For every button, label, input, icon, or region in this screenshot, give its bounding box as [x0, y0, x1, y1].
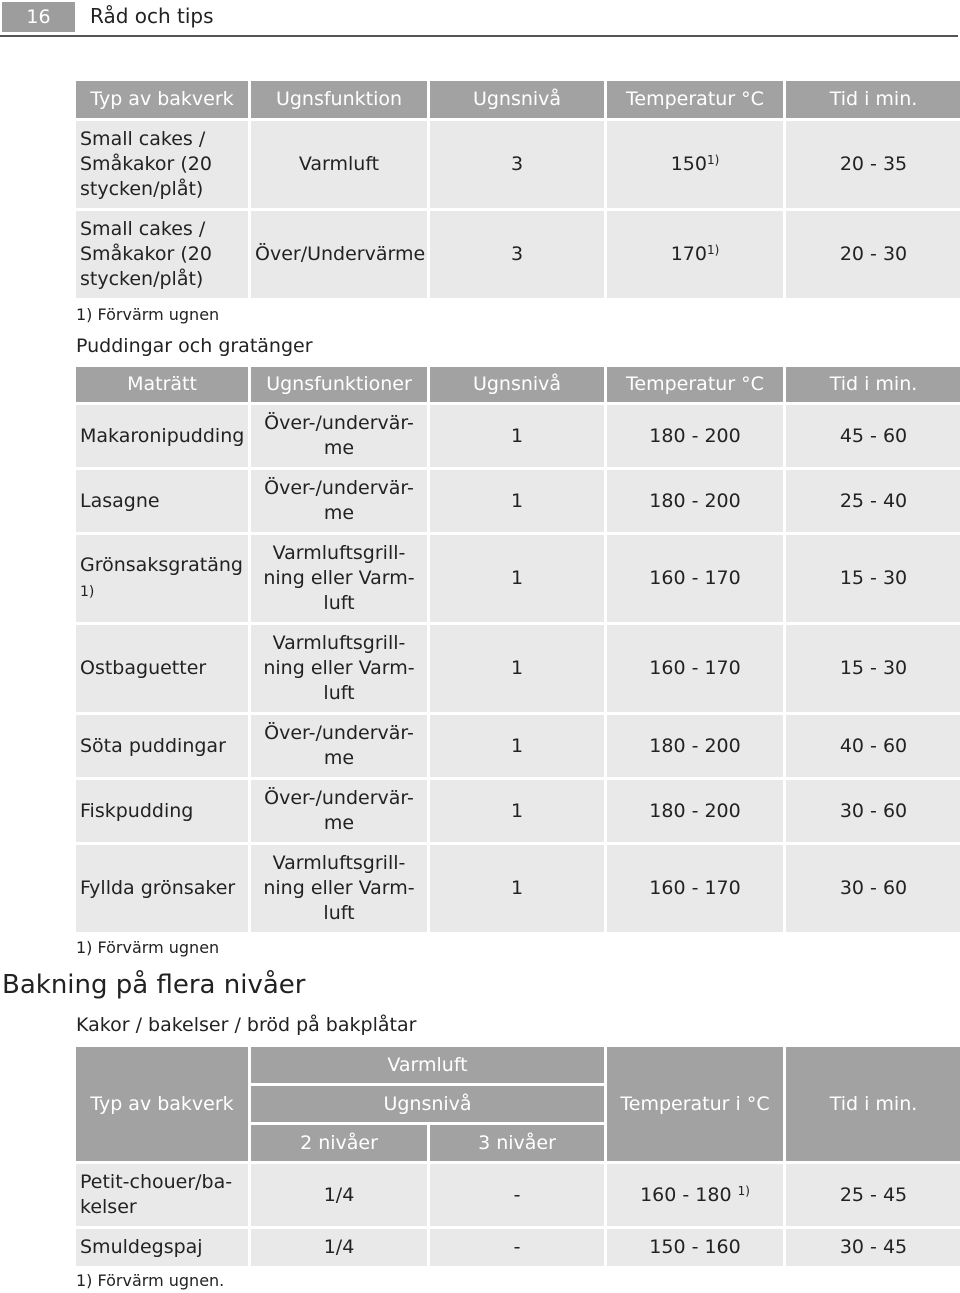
level-2-cell: 1/4: [251, 1164, 427, 1226]
table-row: [76, 405, 960, 467]
temperature-cell: 180 - 200: [607, 470, 783, 532]
temperature-cell: 180 - 200: [607, 715, 783, 777]
column-header: Tid i min.: [786, 1047, 960, 1161]
footnote: 1) Förvärm ugnen.: [76, 1271, 225, 1290]
table-header-row: [76, 1047, 960, 1083]
baking-table: [73, 78, 960, 301]
oven-function-cell: Över/Undervärme: [251, 211, 427, 298]
time-cell: 30 - 60: [786, 780, 960, 842]
table-header-row: [76, 81, 960, 118]
baked-goods-cell: Small cakes / Småkakor (20 stycken/plåt): [76, 211, 248, 298]
column-header: Varmluft: [251, 1047, 604, 1083]
dish-cell: [76, 715, 248, 777]
column-header: Temperatur i °C: [607, 1047, 783, 1161]
temperature-cell: [607, 211, 783, 298]
subheading: Kakor / bakelser / bröd på bakplåtar: [76, 1014, 417, 1036]
dish-cell: [76, 470, 248, 532]
table-header-row: [76, 367, 960, 402]
level-3-cell: -: [430, 1229, 604, 1266]
level-cell: 1: [430, 405, 604, 467]
level-cell: 1: [430, 715, 604, 777]
temperature-value: 170: [670, 243, 707, 265]
dish-cell: [76, 535, 248, 622]
table-row: [76, 1164, 960, 1226]
table-row: [76, 625, 960, 712]
time-cell: 15 - 30: [786, 625, 960, 712]
temperature-cell: [607, 1164, 783, 1226]
temperature-value: 150: [670, 153, 707, 175]
time-cell: 30 - 45: [786, 1229, 960, 1266]
temperature-cell: 150 - 160: [607, 1229, 783, 1266]
dish-cell: [76, 780, 248, 842]
column-header: Maträtt: [76, 367, 248, 402]
oven-function-cell: Varmluft: [251, 121, 427, 208]
multi-level-table: [73, 1044, 960, 1269]
dish-cell: [76, 845, 248, 932]
time-cell: 30 - 60: [786, 845, 960, 932]
baked-goods-cell: Petit-chouer/ba-kelser: [76, 1164, 248, 1226]
oven-function-cell: Varmluftsgrill-ning eller Varm-luft: [251, 845, 427, 932]
dish-name: Grönsaksgratäng: [80, 553, 243, 576]
dish-name: Söta puddingar: [80, 734, 226, 757]
level-cell: 3: [430, 211, 604, 298]
temperature-value: 160 - 180: [640, 1183, 732, 1206]
level-2-cell: 1/4: [251, 1229, 427, 1266]
level-cell: 1: [430, 625, 604, 712]
column-header: Ugnsfunktion: [251, 81, 427, 118]
footnote: 1) Förvärm ugnen: [76, 938, 220, 957]
table-row: [76, 535, 960, 622]
level-3-cell: -: [430, 1164, 604, 1226]
dish-cell: [76, 625, 248, 712]
oven-function-cell: Över-/undervär-me: [251, 715, 427, 777]
level-cell: 1: [430, 845, 604, 932]
level-cell: 1: [430, 470, 604, 532]
time-cell: 15 - 30: [786, 535, 960, 622]
pudding-table: [73, 364, 960, 935]
dish-cell: [76, 405, 248, 467]
dish-name: Lasagne: [80, 489, 160, 512]
table-row: [76, 845, 960, 932]
table-row: [76, 121, 960, 208]
subheading: Puddingar och gratänger: [76, 335, 313, 357]
footnote-marker: 1): [737, 1183, 750, 1198]
dish-name: Fiskpudding: [80, 799, 194, 822]
oven-function-cell: Över-/undervär-me: [251, 780, 427, 842]
temperature-cell: [607, 121, 783, 208]
footnote-marker: 1): [706, 243, 720, 257]
baked-goods-cell: Small cakes / Småkakor (20 stycken/plåt): [76, 121, 248, 208]
footnote: 1) Förvärm ugnen: [76, 305, 220, 324]
baked-goods-cell: Smuldegspaj: [76, 1229, 248, 1266]
footnote-marker: 1): [80, 583, 95, 600]
footnote-marker: 1): [706, 153, 720, 167]
table-row: [76, 780, 960, 842]
section-heading: Bakning på flera nivåer: [2, 970, 306, 1000]
column-header: Tid i min.: [786, 367, 960, 402]
level-cell: 1: [430, 780, 604, 842]
column-header: Temperatur °C: [607, 81, 783, 118]
column-header: Ugnsnivå: [430, 81, 604, 118]
page-title: Råd och tips: [90, 4, 214, 28]
column-header: Ugnsnivå: [430, 367, 604, 402]
column-header: Tid i min.: [786, 81, 960, 118]
header-divider: [0, 35, 958, 37]
oven-function-cell: Över-/undervär-me: [251, 405, 427, 467]
time-cell: 45 - 60: [786, 405, 960, 467]
temperature-cell: 180 - 200: [607, 405, 783, 467]
level-cell: 1: [430, 535, 604, 622]
time-cell: 25 - 40: [786, 470, 960, 532]
dish-name: Ostbaguetter: [80, 657, 207, 679]
dish-name: Makaronipudding: [80, 424, 245, 447]
temperature-cell: 160 - 170: [607, 625, 783, 712]
temperature-cell: 160 - 170: [607, 845, 783, 932]
table-row: [76, 470, 960, 532]
column-header: Typ av bakverk: [76, 81, 248, 118]
level-cell: 3: [430, 121, 604, 208]
column-header: Ugnsfunktioner: [251, 367, 427, 402]
column-header: Typ av bakverk: [76, 1047, 248, 1161]
table-row: [76, 211, 960, 298]
time-cell: 40 - 60: [786, 715, 960, 777]
column-header: 3 nivåer: [430, 1125, 604, 1161]
time-cell: 25 - 45: [786, 1164, 960, 1226]
page-header: [0, 0, 960, 34]
oven-function-cell: Varmluftsgrill-ning eller Varm-luft: [251, 535, 427, 622]
column-header: 2 nivåer: [251, 1125, 427, 1161]
dish-name: Fyllda grönsaker: [80, 877, 236, 899]
table-row: [76, 1229, 960, 1266]
oven-function-cell: Varmluftsgrill-ning eller Varm-luft: [251, 625, 427, 712]
page-number: 16: [2, 2, 75, 32]
temperature-cell: 180 - 200: [607, 780, 783, 842]
table-row: [76, 715, 960, 777]
time-cell: 20 - 35: [786, 121, 960, 208]
column-header: Temperatur °C: [607, 367, 783, 402]
temperature-cell: 160 - 170: [607, 535, 783, 622]
column-header: Ugnsnivå: [251, 1086, 604, 1122]
oven-function-cell: Över-/undervär-me: [251, 470, 427, 532]
time-cell: 20 - 30: [786, 211, 960, 298]
